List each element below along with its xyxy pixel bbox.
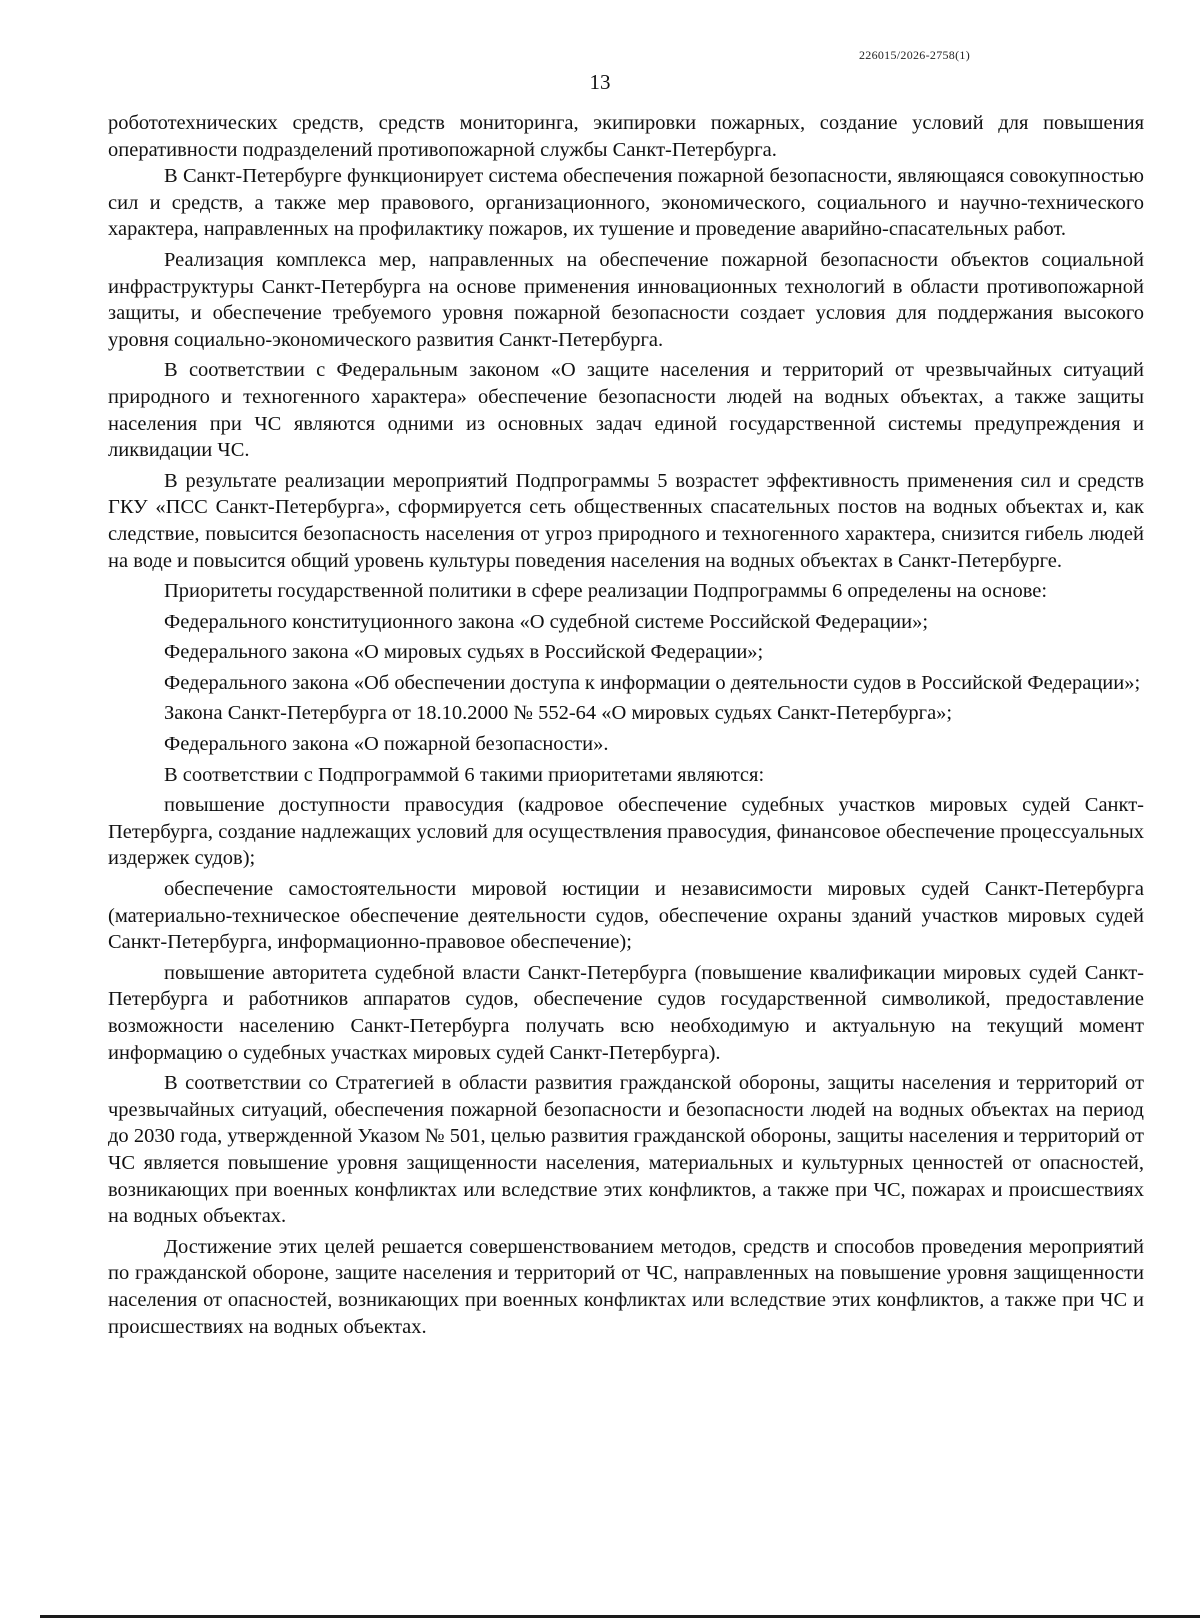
- paragraph: В соответствии с Подпрограммой 6 такими приоритетами являются:: [164, 763, 765, 786]
- paragraph: повышение доступности правосудия (кадровое обеспечение судебных участков мировых судей Санкт-Петербурга, создание надлежащих условий для осуществления правосудия, финансовое обеспечение процессуальных издержек судов);: [108, 794, 1144, 870]
- paragraph: Достижение этих целей решается совершенствованием методов, средств и способов проведения мероприятий по гражданской обороне, защите населения и территорий от ЧС, направленных на повышение уровня защищенности населения от опасностей, возникающих при военных конфликтах или вследствие этих конфликтов, а также при ЧС и происшествиях на водных объектах.: [108, 1235, 1144, 1338]
- paragraph: Реализация комплекса мер, направленных на обеспечение пожарной безопасности объектов социальной инфраструктуры Санкт-Петербурга на основе применения инновационных технологий в области противопожарной защиты, и обеспечение требуемого уровня пожарной безопасности создает условия для поддержания высокого уровня социально-экономического развития Санкт-Петербурга.: [108, 248, 1144, 351]
- paragraph: Закона Санкт-Петербурга от 18.10.2000 № 552-64 «О мировых судьях Санкт-Петербурга»;: [164, 702, 953, 725]
- paragraph: В результате реализации мероприятий Подпрограммы 5 возрастет эффективность применения сил и средств ГКУ «ПСС Санкт-Петербурга», сформируется сеть общественных спасательных постов на водных объектах и, как следствие, повысится безопасность населения от угроз природного и техногенного характера, снизится гибель людей на воде и повысится общий уровень культуры поведения населения на водных объектах в Санкт-Петербурге.: [108, 469, 1144, 572]
- paragraph: робототехнических средств, средств мониторинга, экипировки пожарных, создание условий для повышения оперативности подразделений противопожарной службы Санкт-Петербурга.: [108, 112, 1144, 161]
- paragraph: Федерального закона «Об обеспечении доступа к информации о деятельности судов в Российской Федерации»;: [164, 671, 1141, 694]
- paragraph: повышение авторитета судебной власти Санкт-Петербурга (повышение квалификации мировых судей Санкт-Петербурга и работников аппаратов судов, обеспечение судов государственной символикой, предоставление возможности населению Санкт-Петербурга получать всю необходимую и актуальную на текущий момент информацию о судебных участках мировых судей Санкт-Петербурга).: [108, 961, 1144, 1064]
- scan-edge-line: [40, 1615, 1200, 1618]
- paragraph: Федерального конституционного закона «О судебной системе Российской Федерации»;: [164, 610, 929, 633]
- paragraph: В соответствии со Стратегией в области развития гражданской обороны, защиты населения и территорий от чрезвычайных ситуаций, обеспечения пожарной безопасности и безопасности людей на водных объектах на период до 2030 года, утвержденной Указом № 501, целью развития гражданской обороны, защиты населения и территорий от ЧС является повышение уровня защищенности населения, материальных и культурных ценностей от опасностей, возникающих при военных конфликтах или вследствие этих конфликтов, а также при ЧС, пожарах и происшествиях на водных объектах.: [108, 1072, 1144, 1228]
- paragraph: В Санкт-Петербурге функционирует система обеспечения пожарной безопасности, являющаяся совокупностью сил и средств, а также мер правового, организационного, экономического, социального и научно-технического характера, направленных на профилактику пожаров, их тушение и проведение аварийно-спасательных работ.: [108, 165, 1144, 241]
- page-number: 13: [589, 70, 611, 94]
- paragraph: В соответствии с Федеральным законом «О защите населения и территорий от чрезвычайных ситуаций природного и техногенного характера» обеспечение безопасности людей на водных объектах, а также защиты населения при ЧС являются одними из основных задач единой государственной системы предупреждения и ликвидации ЧС.: [108, 359, 1144, 462]
- paragraph: Федерального закона «О мировых судьях в Российской Федерации»;: [164, 641, 764, 664]
- document-number: 226015/2026-2758(1): [858, 48, 970, 62]
- paragraph: Федерального закона «О пожарной безопасности».: [164, 733, 609, 756]
- document-body: [108, 110, 1144, 1340]
- paragraph: Приоритеты государственной политики в сфере реализации Подпрограммы 6 определены на основе:: [164, 580, 1048, 603]
- paragraph: обеспечение самостоятельности мировой юстиции и независимости мировых судей Санкт-Петербурга (материально-техническое обеспечение деятельности судов, обеспечение охраны зданий участков мировых судей Санкт-Петербурга, информационно-правовое обеспечение);: [108, 878, 1144, 954]
